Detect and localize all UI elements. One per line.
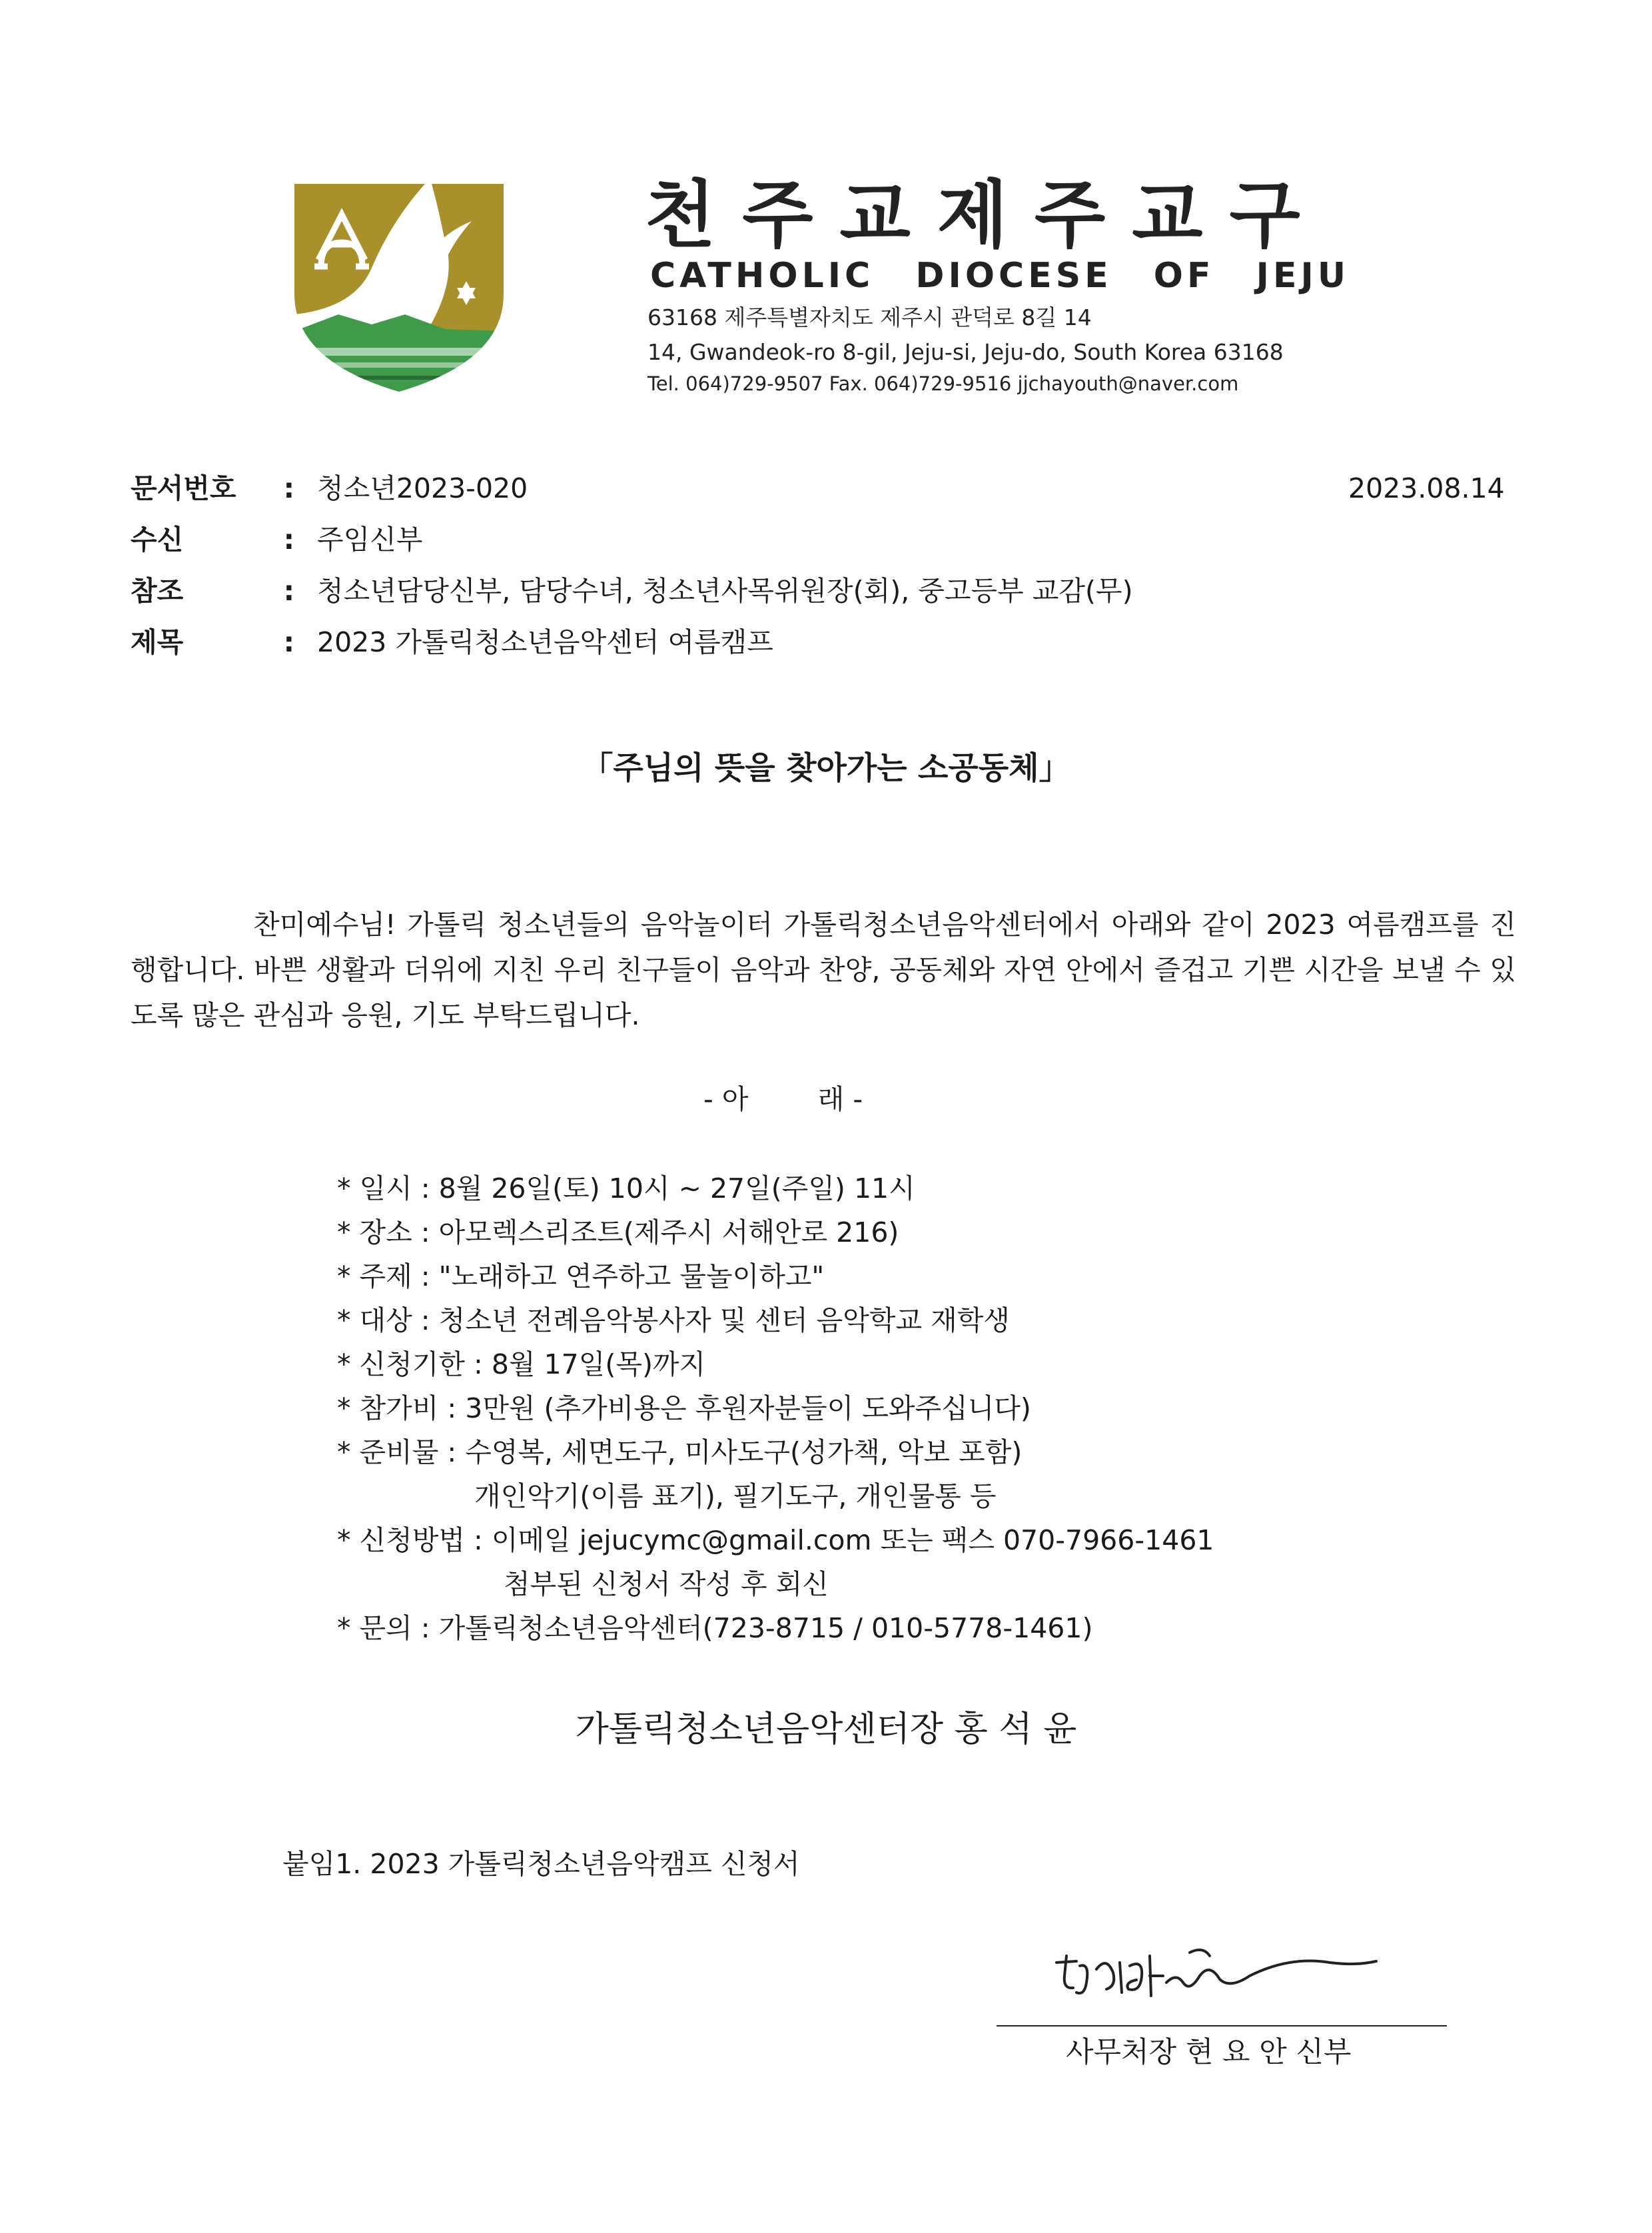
item-supplies-continued: 개인악기(이름 표기), 필기도구, 개인물통 등: [474, 1480, 997, 1512]
address-english: 14, Gwandeok-ro 8-gil, Jeju-si, Jeju-do, South Korea 63168: [647, 339, 1284, 365]
signature-line: [997, 2025, 1447, 2026]
handwritten-signature: [1050, 1936, 1383, 2009]
cc-value: 청소년담당신부, 담당수녀, 청소년사목위원장(회), 중고등부 교감(무): [317, 575, 1133, 607]
item-application-method: * 신청방법 : 이메일 jejucymc@gmail.com 또는 팩스 070-7966-1461: [337, 1524, 1214, 1556]
intro-paragraph: 찬미예수님! 가톨릭 청소년들의 음악놀이터 가톨릭청소년음악센터에서 아래와 같이 2023 여름캠프를 진행합니다. 바쁜 생활과 더위에 지친 우리 친구들이 음악과 찬양, 공동체와 자연 안에서 즐겁고 기쁜 시간을 보낼 수 있도록 많은 관심과 응원, 기도 부탁드립니다.: [131, 909, 1516, 1031]
doc-number-value: 청소년2023-020: [317, 472, 528, 504]
item-supplies: * 준비물 : 수영복, 세면도구, 미사도구(성가책, 악보 포함): [337, 1436, 1023, 1468]
org-name-korean: 천주교제주교구: [645, 173, 1327, 258]
subject-row: 제목 : 2023 가톨릭청소년음악센터 여름캠프: [131, 626, 773, 658]
doc-number-label: 문서번호: [131, 472, 236, 504]
item-deadline: * 신청기한 : 8월 17일(목)까지: [337, 1348, 706, 1380]
item-location: * 장소 : 아모렉스리조트(제주시 서해안로 216): [337, 1216, 899, 1248]
contact-info: Tel. 064)729-9507 Fax. 064)729-9516 jjchayouth@naver.com: [647, 372, 1239, 395]
recipient-label: 수신: [131, 524, 184, 556]
item-datetime: * 일시 : 8월 26일(토) 10시 ~ 27일(주일) 11시: [337, 1172, 915, 1204]
recipient-row: 수신 : 주임신부: [131, 524, 423, 556]
item-fee: * 참가비 : 3만원 (추가비용은 후원자분들이 도와주십니다): [337, 1392, 1031, 1424]
cc-label: 참조: [131, 575, 184, 607]
address-korean: 63168 제주특별자치도 제주시 관덕로 8길 14: [647, 304, 1092, 330]
item-target: * 대상 : 청소년 전례음악봉사자 및 센터 음악학교 재학생: [337, 1304, 1010, 1336]
signatory-title: 사무처장 현 요 안 신부: [1066, 2036, 1352, 2069]
attachment-note: 붙임1. 2023 가톨릭청소년음악캠프 신청서: [282, 1848, 800, 1880]
recipient-value: 주임신부: [317, 524, 423, 556]
subject-value: 2023 가톨릭청소년음악센터 여름캠프: [317, 626, 773, 658]
doc-date: 2023.08.14: [1348, 472, 1505, 504]
item-application-continued: 첨부된 신청서 작성 후 회신: [504, 1568, 829, 1600]
sender-name: 가톨릭청소년음악센터장 홍 석 윤: [575, 1709, 1077, 1749]
notice-heading: - 아 래 -: [703, 1083, 863, 1115]
diocese-emblem-logo: [292, 181, 506, 394]
subject-label: 제목: [131, 626, 184, 658]
item-inquiry: * 문의 : 가톨릭청소년음악센터(723-8715 / 010-5778-1461): [337, 1612, 1093, 1644]
doc-number-row: 문서번호 : 청소년2023-020: [131, 472, 528, 504]
motto-heading: 「주님의 뜻을 찾아가는 소공동체」: [582, 750, 1070, 787]
cc-row: 참조 : 청소년담당신부, 담당수녀, 청소년사목위원장(회), 중고등부 교감(무): [131, 575, 1133, 607]
item-theme: * 주제 : "노래하고 연주하고 물놀이하고": [337, 1260, 825, 1292]
org-name-english: CATHOLIC DIOCESE OF JEJU: [650, 256, 1350, 296]
